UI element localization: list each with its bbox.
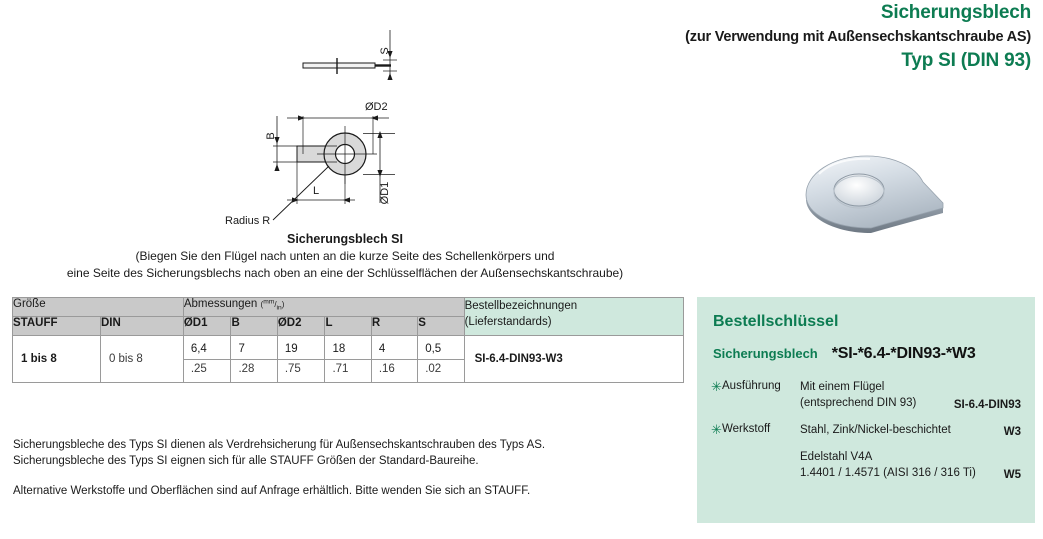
order-key-value-w3: W3 [1003, 426, 1021, 438]
order-key-desc-w5-line-1: Edelstahl V4A [800, 451, 873, 463]
order-key-desc-ausfuehrung-line-1: Mit einem Flügel [800, 381, 885, 393]
order-key-desc-ausfuehrung [800, 379, 948, 411]
order-key-desc-ausfuehrung-line-2: (entsprechend DIN 93) [800, 397, 917, 409]
cell-d2-in: .75 [284, 362, 301, 375]
footer-notes [13, 437, 673, 499]
cell-stauff: 1 bis 8 [13, 336, 101, 383]
table-header-row-top [13, 298, 684, 317]
header-order-line-1: Bestellbezeichnungen [464, 300, 578, 312]
asterisk-icon: ✳ [711, 379, 722, 394]
cell-d2 [277, 336, 325, 383]
column-header-d2: ØD2 [277, 317, 325, 336]
note-spacer [13, 469, 673, 483]
product-photo [775, 112, 965, 237]
header-group-size [13, 298, 184, 317]
note-line-3: Alternative Werkstoffe und Oberflächen sind auf Anfrage erhältlich. Bitte wenden Sie sich an STAUFF. [13, 485, 531, 497]
cell-s-mm: 0,5 [418, 342, 463, 360]
cell-d1 [183, 336, 231, 383]
caption-title: Sicherungsblech SI [286, 232, 403, 246]
cell-s-in: .02 [425, 362, 442, 375]
cell-r-mm: 4 [372, 342, 417, 360]
order-key-code-label: Sicherungsblech [713, 346, 818, 361]
cell-l-in: .71 [332, 362, 349, 375]
order-key-rows [697, 363, 1035, 481]
header-unit-fraction: $(^{mm}/_{in})$ [260, 298, 285, 312]
caption-line-2: eine Seite des Sicherungsblechs nach oben an eine der Schlüsselflächen der Außensechskantschraube) [66, 266, 624, 280]
order-key-attr-ausfuehrung: Ausführung [722, 380, 781, 392]
cell-b-mm: 7 [231, 342, 276, 360]
unit-mm: mm [263, 298, 275, 306]
drawing-label-radius: Radius R [225, 215, 271, 227]
technical-drawing [225, 18, 475, 228]
order-key-desc-w5-line-2: 1.4401 / 1.4571 (AISI 316 / 316 Ti) [800, 467, 976, 479]
table-row [13, 336, 684, 383]
order-key-panel [697, 297, 1035, 523]
column-header-l: L [325, 317, 371, 336]
dimension-table [12, 297, 684, 383]
cell-order-code: SI-6.4-DIN93-W3 [464, 336, 683, 383]
note-line-2: Sicherungsbleche des Typs SI eignen sich für alle STAUFF Größen der Standard-Baureihe. [13, 455, 479, 467]
cell-d1-in: .25 [190, 362, 207, 375]
header-group-order [464, 298, 683, 336]
drawing-label-b: B [265, 132, 277, 140]
column-header-din: DIN [100, 317, 183, 336]
drawing-label-l: L [313, 185, 320, 197]
order-key-row-ausfuehrung [711, 379, 1021, 411]
header-subtitle: (zur Verwendung mit Außensechskantschraube AS) [685, 29, 1031, 45]
asterisk-icon: ✳ [711, 422, 722, 437]
order-key-desc-werkstoff-w3: Stahl, Zink/Nickel-beschichtet [800, 424, 951, 436]
cell-b [231, 336, 277, 383]
header-type: Typ SI (DIN 93) [901, 50, 1031, 71]
order-key-title: Bestellschlüssel [713, 313, 839, 330]
header-group-size-label: Größe [13, 298, 46, 310]
cell-l [325, 336, 371, 383]
drawing-caption [20, 230, 670, 282]
order-key-attr-werkstoff: Werkstoff [722, 423, 771, 435]
cell-din: 0 bis 8 [100, 336, 183, 383]
column-header-s: S [418, 317, 464, 336]
note-line-1: Sicherungsbleche des Typs SI dienen als Verdrehsicherung für Außensechskantschrauben des Typs AS. [13, 439, 546, 451]
header-group-dimensions [183, 298, 464, 317]
drawing-label-s: S [379, 47, 391, 55]
order-key-row-werkstoff-w5 [711, 449, 1021, 481]
caption-line-1: (Biegen Sie den Flügel nach unten an die kurze Seite des Schellenkörpers und [135, 249, 555, 263]
cell-r [371, 336, 417, 383]
order-key-code-row [697, 331, 1035, 363]
cell-d1-mm: 6,4 [184, 342, 231, 360]
order-key-value-ausfuehrung: SI-6.4-DIN93 [953, 399, 1021, 411]
cell-d2-mm: 19 [278, 342, 325, 360]
drawing-label-d2: ØD2 [365, 101, 388, 113]
unit-in: in [276, 304, 282, 312]
column-header-stauff: STAUFF [13, 317, 101, 336]
order-key-value-w5: W5 [1003, 469, 1021, 481]
cell-s [418, 336, 464, 383]
header-title: Sicherungsblech [880, 2, 1031, 23]
header-order-line-2: (Lieferstandards) [464, 316, 552, 328]
header-group-dimensions-label: Abmessungen [183, 298, 258, 310]
cell-b-in: .28 [238, 362, 255, 375]
cell-r-in: .16 [378, 362, 395, 375]
order-key-row-werkstoff-w3 [711, 422, 1021, 438]
cell-l-mm: 18 [325, 342, 370, 360]
column-header-b: B [231, 317, 277, 336]
drawing-label-d1: ØD1 [379, 181, 391, 205]
order-key-code-value: *SI-*6.4-*DIN93-*W3 [831, 345, 976, 362]
column-header-d1: ØD1 [183, 317, 231, 336]
order-key-desc-werkstoff-w5 [800, 449, 998, 481]
column-header-r: R [371, 317, 417, 336]
